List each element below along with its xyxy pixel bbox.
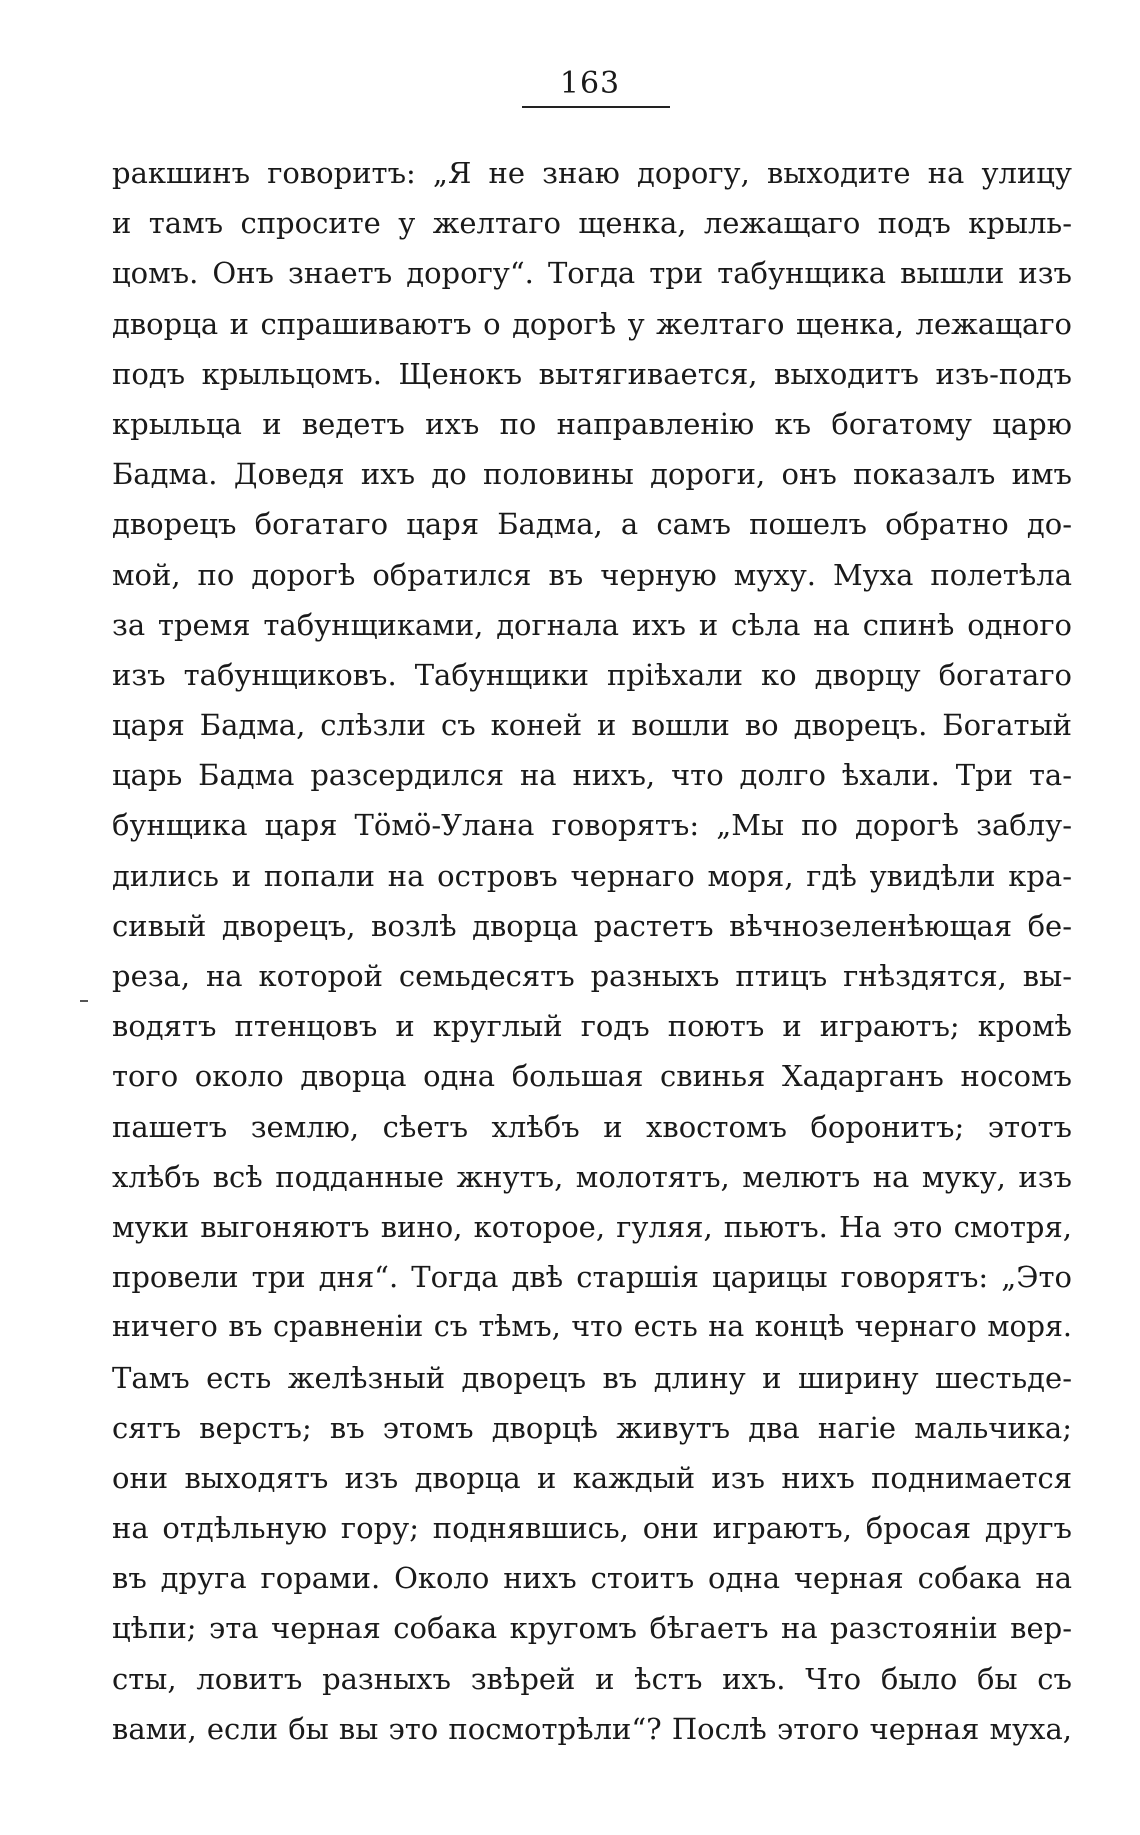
text-line: подъ крыльцомъ. Щенокъ вытягивается, выходитъ изъ-подъ (112, 356, 1072, 391)
page-number-container (510, 66, 670, 102)
text-line: сивый дворецъ, возлѣ дворца растетъ вѣчнозеленѣющая бе- (112, 908, 1072, 943)
page-number: 163 (559, 66, 621, 101)
text-line: цомъ. Онъ знаетъ дорогу“. Тогда три табунщика вышли изъ (112, 256, 1072, 291)
text-line: бунщика царя Тӧмӧ-Улана говорятъ: „Мы по дорогѣ заблу- (112, 808, 1072, 843)
text-line: того около дворца одна большая свинья Хадарганъ носомъ (112, 1059, 1072, 1094)
text-line: реза, на которой семьдесятъ разныхъ птицъ гнѣздятся, вы- (112, 959, 1072, 993)
text-line: царя Бадма, слѣзли съ коней и вошли во дворецъ. Богатый (112, 708, 1072, 743)
text-line: Бадма. Доведя ихъ до половины дороги, онъ показалъ имъ (112, 457, 1072, 492)
text-line: сятъ верстъ; въ этомъ дворцѣ живутъ два нагіе мальчика; (112, 1410, 1072, 1445)
text-line: дились и попали на островъ чернаго моря, гдѣ увидѣли кра- (112, 858, 1072, 893)
text-line: Тамъ есть желѣзный дворецъ въ длину и ширину шестьде- (112, 1360, 1072, 1395)
text-line: за тремя табунщиками, догнала ихъ и сѣла на спинѣ одного (112, 607, 1072, 642)
text-line: ничего въ сравненіи съ тѣмъ, что есть на концѣ чернаго моря. (112, 1310, 1072, 1344)
text-line: провели три дня“. Тогда двѣ старшія царицы говорятъ: „Это (112, 1260, 1072, 1295)
body-text (112, 148, 1072, 1754)
text-line: они выходятъ изъ дворца и каждый изъ нихъ поднимается (112, 1460, 1072, 1495)
page-number-rule (522, 106, 670, 108)
text-line: царь Бадма разсердился на нихъ, что долго ѣхали. Три та- (112, 758, 1072, 793)
text-line: хлѣбъ всѣ подданные жнутъ, молотятъ, мелютъ на муку, изъ (112, 1159, 1072, 1194)
text-line: крыльца и ведетъ ихъ по направленію къ богатому царю (112, 406, 1072, 441)
text-line: сты, ловитъ разныхъ звѣрей и ѣстъ ихъ. Что было бы съ (112, 1661, 1072, 1696)
text-line: ракшинъ говоритъ: „Я не знаю дорогу, выходите на улицу (112, 156, 1072, 190)
text-line: пашетъ землю, сѣетъ хлѣбъ и хвостомъ боронитъ; этотъ (112, 1109, 1072, 1144)
text-line: въ друга горами. Около нихъ стоитъ одна черная собака на (112, 1561, 1072, 1596)
text-line: на отдѣльную гору; поднявшись, они играютъ, бросая другъ (112, 1511, 1072, 1546)
text-line: муки выгоняютъ вино, которое, гуляя, пьютъ. На это смотря, (112, 1209, 1072, 1244)
text-line: водятъ птенцовъ и круглый годъ поютъ и играютъ; кромѣ (112, 1009, 1072, 1044)
margin-mark (80, 1000, 88, 1002)
text-line: и тамъ спросите у желтаго щенка, лежащаго подъ крыль- (112, 206, 1072, 241)
text-line: дворецъ богатаго царя Бадма, а самъ пошелъ обратно до- (112, 507, 1072, 542)
text-line: дворца и спрашиваютъ о дорогѣ у желтаго щенка, лежащаго (112, 306, 1072, 341)
text-line: вами, если бы вы это посмотрѣли“? Послѣ этого черная муха, (112, 1711, 1072, 1746)
text-line: цѣпи; эта черная собака кругомъ бѣгаетъ на разстояніи вер- (112, 1611, 1072, 1646)
text-line: мой, по дорогѣ обратился въ черную муху. Муха полетѣла (112, 557, 1072, 592)
text-line: изъ табунщиковъ. Табунщики пріѣхали ко дворцу богатаго (112, 657, 1072, 692)
